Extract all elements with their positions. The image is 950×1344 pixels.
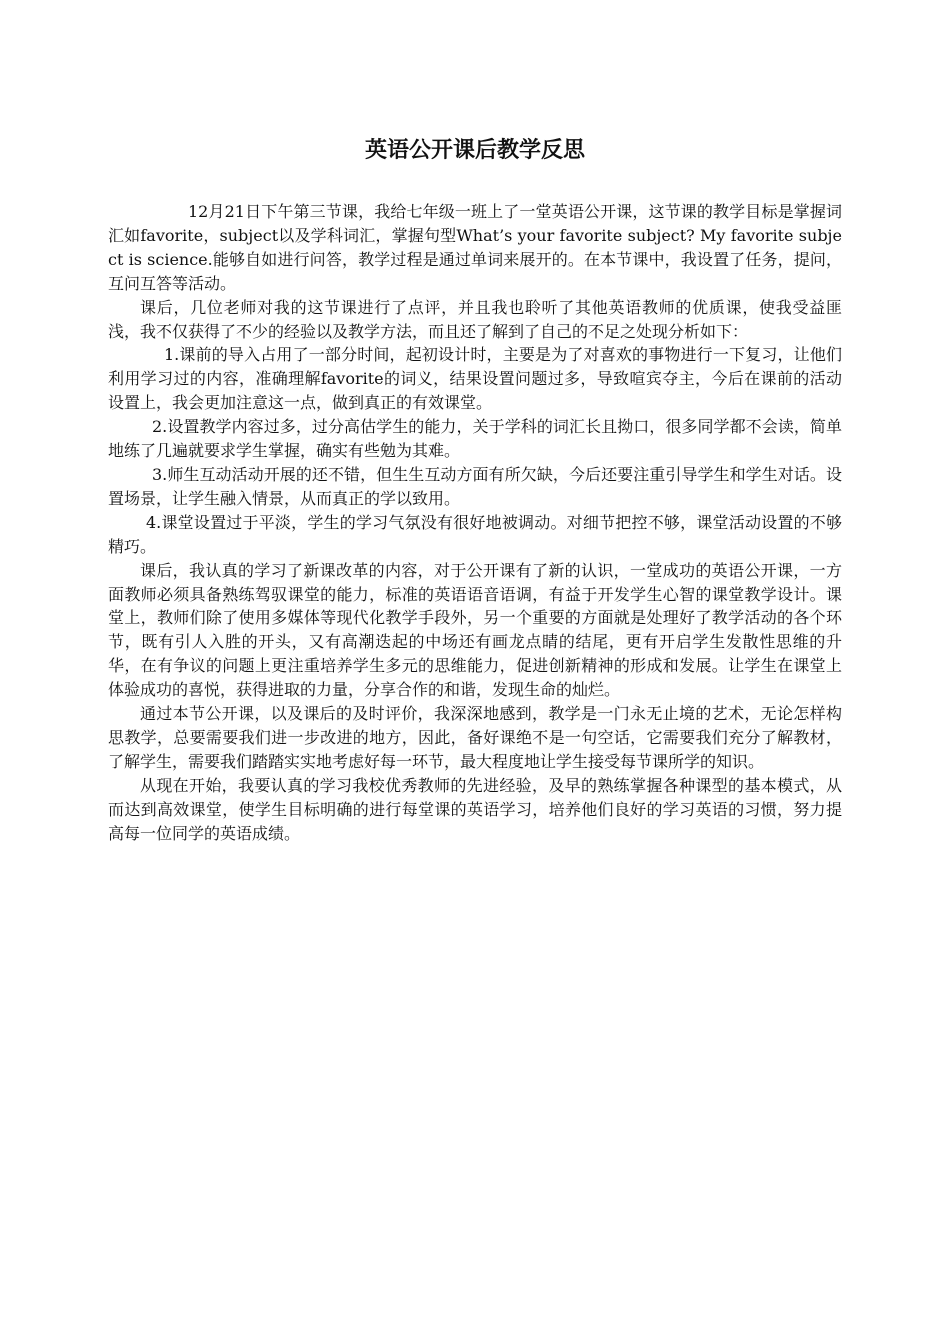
paragraph-point-1: 1.课前的导入占用了一部分时间，起初设计时，主要是为了对喜欢的事物进行一下复习，让他们利用学习过的内容，准确理解favorite的词义，结果设置问题过多，导致喧宾夺主，今后在课前的活动设置上，我会更加注意这一点，做到真正的有效课堂。 (108, 345, 842, 413)
paragraph-point-4: 4.课堂设置过于平淡，学生的学习气氛没有很好地被调动。对细节把控不够，课堂活动设置的不够精巧。 (108, 512, 842, 556)
paragraph-plan: 从现在开始，我要认真的学习我校优秀教师的先进经验，及早的熟练掌握各种课型的基本模式，从而达到高效课堂，使学生目标明确的进行每堂课的英语学习，培养他们良好的学习英语的习惯，努力提高每一位同学的英语成绩。 (108, 775, 842, 843)
paragraph-intro: 12月21日下午第三节课，我给七年级一班上了一堂英语公开课，这节课的教学目标是掌握词汇如favorite，subject以及学科词汇，掌握句型What’s your favorite subject? My favorite subject is science.能够自如进行问答，教学过程是通过单词来展开的。在本节课中，我设置了任务，提问，互问互答等活动。 (108, 202, 842, 293)
paragraph-point-2: 2.设置教学内容过多，过分高估学生的能力，关于学科的词汇长且拗口，很多同学都不会读，简单地练了几遍就要求学生掌握，确实有些勉为其难。 (108, 417, 842, 461)
document-body (108, 200, 842, 845)
document-title: 英语公开课后教学反思 (364, 138, 585, 163)
paragraph-insight: 通过本节公开课，以及课后的及时评价，我深深地感到，教学是一门永无止境的艺术，无论怎样构思教学，总要需要我们进一步改进的地方，因此，备好课绝不是一句空话，它需要我们充分了解教材，了解学生，需要我们踏踏实实地考虑好每一环节，最大程度地让学生接受每节课所学的知识。 (108, 704, 842, 771)
paragraph-point-3: 3.师生互动活动开展的还不错，但生生互动方面有所欠缺，今后还要注重引导学生和学生对话。设置场景，让学生融入情景，从而真正的学以致用。 (108, 464, 842, 508)
paragraph-reflection: 课后，我认真的学习了新课改革的内容，对于公开课有了新的认识，一堂成功的英语公开课，一方面教师必须具备熟练驾驭课堂的能力，标准的英语语音语调，有益于开发学生心智的课堂教学设计。课堂上，教师们除了使用多媒体等现代化教学手段外，另一个重要的方面就是处理好了教学活动的各个环节，既有引人入胜的开头，又有高潮迭起的中场还有画龙点睛的结尾，更有开启学生发散性思维的升华，在有争议的问题上更注重培养学生多元的思维能力，促进创新精神的形成和发展。让学生在课堂上体验成功的喜悦，获得进取的力量，分享合作的和谐，发现生命的灿烂。 (108, 560, 842, 700)
paragraph-feedback: 课后，几位老师对我的这节课进行了点评，并且我也聆听了其他英语教师的优质课，使我受益匪浅，我不仅获得了不少的经验以及教学方法，而且还了解到了自己的不足之处现分析如下： (108, 297, 842, 341)
